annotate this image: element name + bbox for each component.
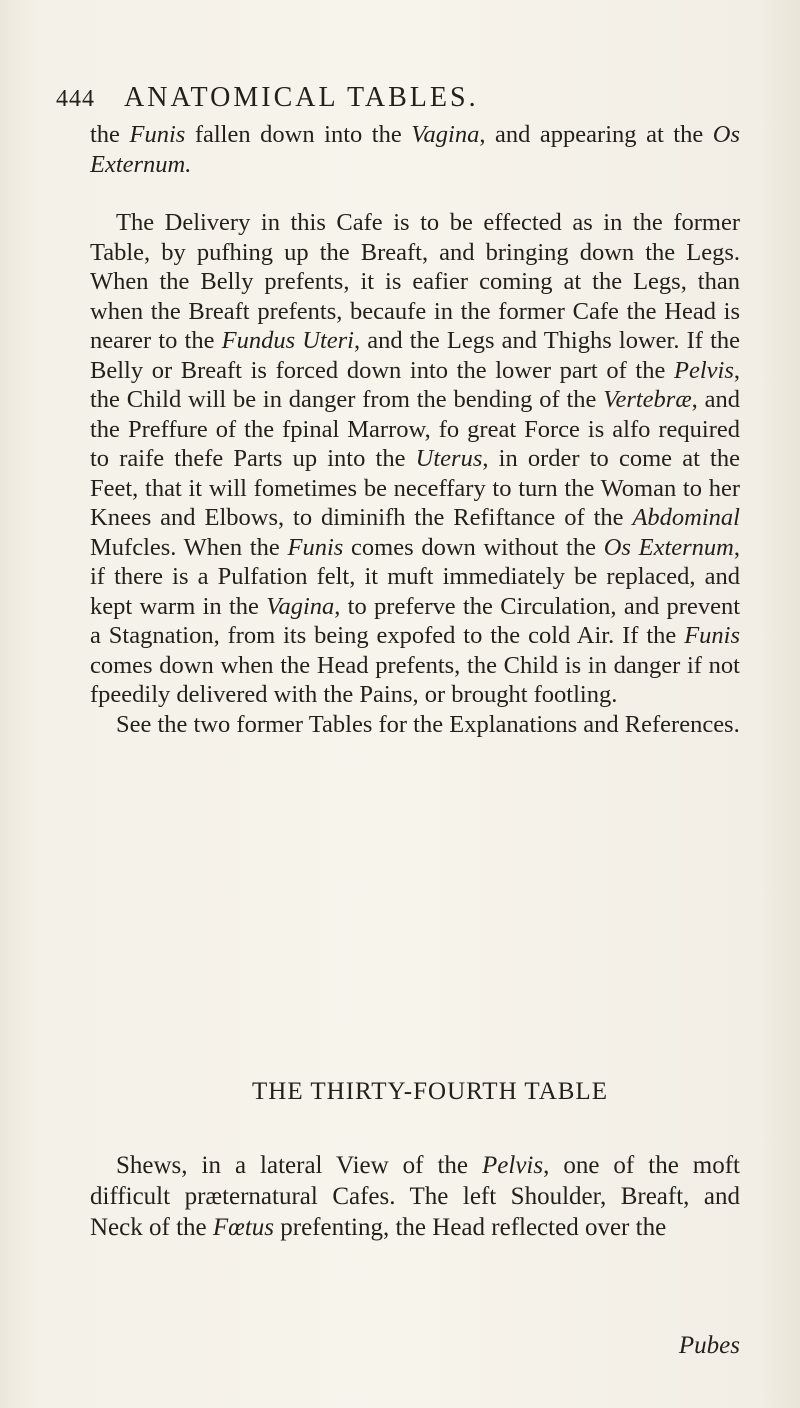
text-segment: the [90, 121, 130, 148]
italic-term: Vagina [266, 592, 335, 620]
text-segment: , if there is a Pulfation felt, it muft immediately be replaced, and kept warm in the [90, 533, 740, 620]
italic-term: Funis [129, 121, 186, 148]
italic-term: Funis [684, 622, 740, 649]
italic-term: Uterus [415, 445, 483, 472]
page-header [56, 82, 776, 114]
italic-term: Os Externum. [90, 121, 740, 178]
text-segment: , one of the moft difficult præternatural Cafes. The left Shoulder, Breaft, and Neck of the [90, 1152, 740, 1241]
delivery-paragraph [90, 208, 740, 710]
italic-term: Abdominal [632, 504, 740, 531]
text-segment: See the two former Tables for the Explanations and References. [116, 710, 740, 738]
text-segment: , and appearing at the [479, 121, 713, 148]
section-text [90, 1150, 740, 1243]
text-segment: Shews, in a lateral View of the [116, 1152, 483, 1179]
text-segment: , and the Legs and Thighs lower. If the Belly or Breaft is forced down into the lower part of the [90, 327, 741, 384]
italic-term: Fœtus [212, 1214, 274, 1241]
running-head: ANATOMICAL TABLES. [124, 82, 479, 113]
italic-term: Vagina [411, 121, 480, 148]
italic-term: Os Externum [603, 533, 734, 561]
section-heading: THE THIRTY-FOURTH TABLE [252, 1078, 608, 1105]
italic-term: Pelvis [674, 356, 734, 384]
references-paragraph [90, 710, 740, 740]
main-text [90, 208, 740, 739]
section-paragraph [90, 1150, 740, 1243]
italic-term: Fundus Uteri [221, 327, 354, 354]
italic-term: Vertebræ [603, 386, 692, 413]
continuation-paragraph [90, 120, 740, 179]
text-segment: Mufcles. When the [90, 533, 288, 561]
text-segment: comes down without the [343, 533, 604, 561]
text-segment: The Delivery in this Cafe is to be effected as in the former Table, by pufhing up the Breaft, and bringing down the Legs. When the Belly prefents, it is eafier coming at the Legs, than when the Breaft prefents, becaufe in the former Cafe the Head is nearer to the [90, 209, 740, 354]
text-segment: comes down when the Head prefents, the Child is in danger if not fpeedily delivered with the Pains, or brought footling. [90, 651, 740, 708]
page-number: 444 [56, 86, 95, 112]
text-segment: , in order to come at the Feet, that it will fometimes be neceffary to turn the Woman to her Knees and Elbows, to diminifh the Refiftance of the [90, 445, 740, 531]
text-segment: fallen down into the [185, 121, 412, 148]
italic-term: Pelvis [482, 1152, 544, 1179]
text-segment: , to preferve the Circulation, and prevent a Stagnation, from its being expofed to the cold Air. If the [90, 592, 740, 649]
text-segment: , the Child will be in danger from the bending of the [90, 356, 740, 413]
catchword: Pubes [678, 1332, 740, 1359]
text-segment: prefenting, the Head reflected over the [274, 1214, 667, 1241]
text-segment: , and the Preffure of the fpinal Marrow, fo great Force is alfo required to raife thefe Parts up into the [90, 386, 740, 472]
italic-term: Funis [287, 533, 344, 561]
continuation-text [90, 120, 740, 179]
